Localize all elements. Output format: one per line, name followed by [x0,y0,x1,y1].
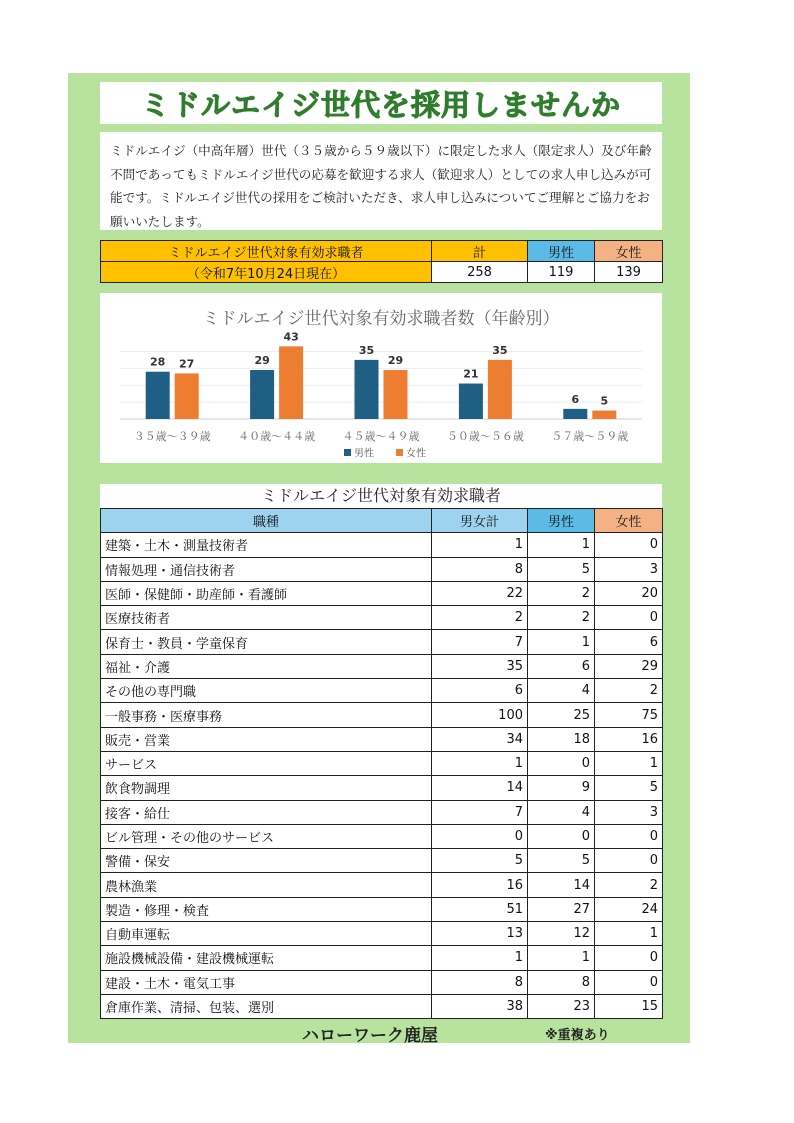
table-row [101,581,663,605]
job-total-cell: 13 [432,922,528,946]
job-female-cell: 24 [595,897,663,921]
data-label: 29 [254,354,270,368]
bar-female [488,360,512,419]
job-male-cell: 1 [528,533,595,557]
job-total-cell: 22 [432,581,528,605]
bar-male [146,372,170,419]
job-male-cell: 5 [528,849,595,873]
job-male-cell: 23 [528,994,595,1018]
jobs-table-title: ミドルエイジ世代対象有効求職者 [100,484,662,508]
legend-label: 男性 [354,448,374,460]
job-male-cell: 1 [528,946,595,970]
job-total-cell: 5 [432,849,528,873]
job-total-cell: 35 [432,654,528,678]
legend-swatch [396,449,403,456]
job-male-cell: 14 [528,873,595,897]
table-row [101,776,663,800]
bar-female [592,411,616,419]
job-total-cell: 1 [432,533,528,557]
job-name-cell: ビル管理・その他のサービス [101,824,432,848]
job-male-cell: 6 [528,654,595,678]
job-female-cell: 6 [595,630,663,654]
summary-header-male: 男性 [528,241,595,262]
x-tick-label: ４０歳～４４歳 [238,430,316,443]
table-row [101,703,663,727]
job-name-cell: 医療技術者 [101,606,432,630]
job-male-cell: 2 [528,606,595,630]
table-row [101,751,663,775]
bar-male [355,360,379,419]
job-name-cell: 倉庫作業、清掃、包装、選別 [101,994,432,1018]
jobs-header-male: 男性 [528,509,595,533]
job-female-cell: 20 [595,581,663,605]
title-banner [100,82,662,124]
summary-value-male: 119 [528,262,595,283]
job-name-cell: 飲食物調理 [101,776,432,800]
job-male-cell: 0 [528,824,595,848]
x-tick-label: ３５歳～３９歳 [133,430,211,443]
bar-female [384,370,408,419]
data-label: 21 [463,367,479,381]
summary-header-total: 計 [432,241,528,262]
summary-value-female: 139 [595,262,663,283]
job-name-cell: 施設機械設備・建設機械運転 [101,946,432,970]
job-name-cell: 一般事務・医療事務 [101,703,432,727]
job-male-cell: 27 [528,897,595,921]
data-label: 29 [387,354,404,368]
job-female-cell: 0 [595,849,663,873]
table-row [101,654,663,678]
job-female-cell: 15 [595,994,663,1018]
table-row [101,849,663,873]
table-row [101,533,663,557]
job-name-cell: 製造・修理・検査 [101,897,432,921]
job-total-cell: 38 [432,994,528,1018]
job-total-cell: 34 [432,727,528,751]
data-label: 35 [358,343,375,357]
bar-female [175,373,199,419]
job-female-cell: 3 [595,557,663,581]
job-total-cell: 7 [432,800,528,824]
summary-header-female: 女性 [595,241,663,262]
job-female-cell: 0 [595,533,663,557]
summary-date: （令和7年10月24日現在） [101,262,432,283]
jobs-header-row [101,509,663,533]
summary-table [100,240,663,283]
job-total-cell: 0 [432,824,528,848]
table-row [101,630,663,654]
job-male-cell: 12 [528,922,595,946]
x-tick-label: ５７歳～５９歳 [551,430,629,443]
job-male-cell: 9 [528,776,595,800]
table-row [101,824,663,848]
age-chart-panel [100,293,662,463]
table-row [101,970,663,994]
data-label: 6 [571,392,580,406]
job-female-cell: 2 [595,873,663,897]
job-total-cell: 7 [432,630,528,654]
job-male-cell: 4 [528,800,595,824]
age-bar-chart [100,293,662,463]
job-total-cell: 100 [432,703,528,727]
job-female-cell: 29 [595,654,663,678]
x-tick-label: ５０歳～５６歳 [446,430,524,443]
job-female-cell: 1 [595,751,663,775]
bar-male [459,384,483,419]
data-label: 28 [150,355,166,369]
data-label: 27 [179,357,195,371]
table-row [101,994,663,1018]
table-row [101,557,663,581]
table-row [101,727,663,751]
jobs-header-total: 男女計 [432,509,528,533]
chart-title: ミドルエイジ世代対象有効求職者数（年齢別） [202,309,560,329]
data-label: 5 [600,394,609,408]
job-name-cell: 建設・土木・電気工事 [101,970,432,994]
intro-text: ミドルエイジ（中高年層）世代（３５歳から５９歳以下）に限定した求人（限定求人）及び年齢不問であってもミドルエイジ世代の応募を歓迎する求人（歓迎求人）としての求人申し込みが可能です。ミドルエイジ世代の採用をご検討いただき、求人申し込みについてご理解とご協力をお願いいたします。 [100,132,662,230]
job-male-cell: 18 [528,727,595,751]
job-female-cell: 5 [595,776,663,800]
job-female-cell: 3 [595,800,663,824]
jobs-header-female: 女性 [595,509,663,533]
job-name-cell: 保育士・教員・学童保育 [101,630,432,654]
job-total-cell: 1 [432,946,528,970]
duplicate-note: ※重複あり [545,1028,610,1043]
job-male-cell: 4 [528,679,595,703]
table-row [101,873,663,897]
job-female-cell: 1 [595,922,663,946]
data-label: 43 [283,330,299,344]
job-female-cell: 0 [595,824,663,848]
job-female-cell: 16 [595,727,663,751]
job-total-cell: 2 [432,606,528,630]
job-male-cell: 1 [528,630,595,654]
summary-label: ミドルエイジ世代対象有効求職者 [101,241,432,262]
job-male-cell: 8 [528,970,595,994]
x-tick-label: ４５歳～４９歳 [342,430,420,443]
job-female-cell: 0 [595,946,663,970]
table-row [101,800,663,824]
bar-male [250,370,274,419]
job-name-cell: 農林漁業 [101,873,432,897]
job-name-cell: 福祉・介護 [101,654,432,678]
job-name-cell: 接客・給仕 [101,800,432,824]
table-row [101,946,663,970]
job-name-cell: 販売・営業 [101,727,432,751]
jobs-header-name: 職種 [101,509,432,533]
job-name-cell: 情報処理・通信技術者 [101,557,432,581]
job-name-cell: 医師・保健師・助産師・看護師 [101,581,432,605]
legend-label: 女性 [406,448,426,460]
job-female-cell: 0 [595,970,663,994]
bar-male [563,409,587,419]
job-male-cell: 0 [528,751,595,775]
table-row [101,606,663,630]
job-name-cell: サービス [101,751,432,775]
page-title: ミドルエイジ世代を採用しませんか [140,87,621,122]
job-total-cell: 16 [432,873,528,897]
table-row [101,679,663,703]
job-total-cell: 14 [432,776,528,800]
job-male-cell: 5 [528,557,595,581]
job-total-cell: 1 [432,751,528,775]
job-name-cell: 警備・保安 [101,849,432,873]
data-label: 35 [492,343,508,357]
job-total-cell: 6 [432,679,528,703]
job-female-cell: 2 [595,679,663,703]
office-name: ハローワーク鹿屋 [302,1026,438,1046]
job-total-cell: 8 [432,557,528,581]
job-name-cell: その他の専門職 [101,679,432,703]
legend-swatch [344,449,351,456]
jobs-table [100,508,663,1019]
bar-female [279,346,303,419]
job-male-cell: 25 [528,703,595,727]
table-row [101,897,663,921]
job-total-cell: 51 [432,897,528,921]
job-female-cell: 0 [595,606,663,630]
job-name-cell: 自動車運転 [101,922,432,946]
job-female-cell: 75 [595,703,663,727]
job-male-cell: 2 [528,581,595,605]
table-row [101,922,663,946]
summary-value-total: 258 [432,262,528,283]
job-total-cell: 8 [432,970,528,994]
job-name-cell: 建築・土木・測量技術者 [101,533,432,557]
